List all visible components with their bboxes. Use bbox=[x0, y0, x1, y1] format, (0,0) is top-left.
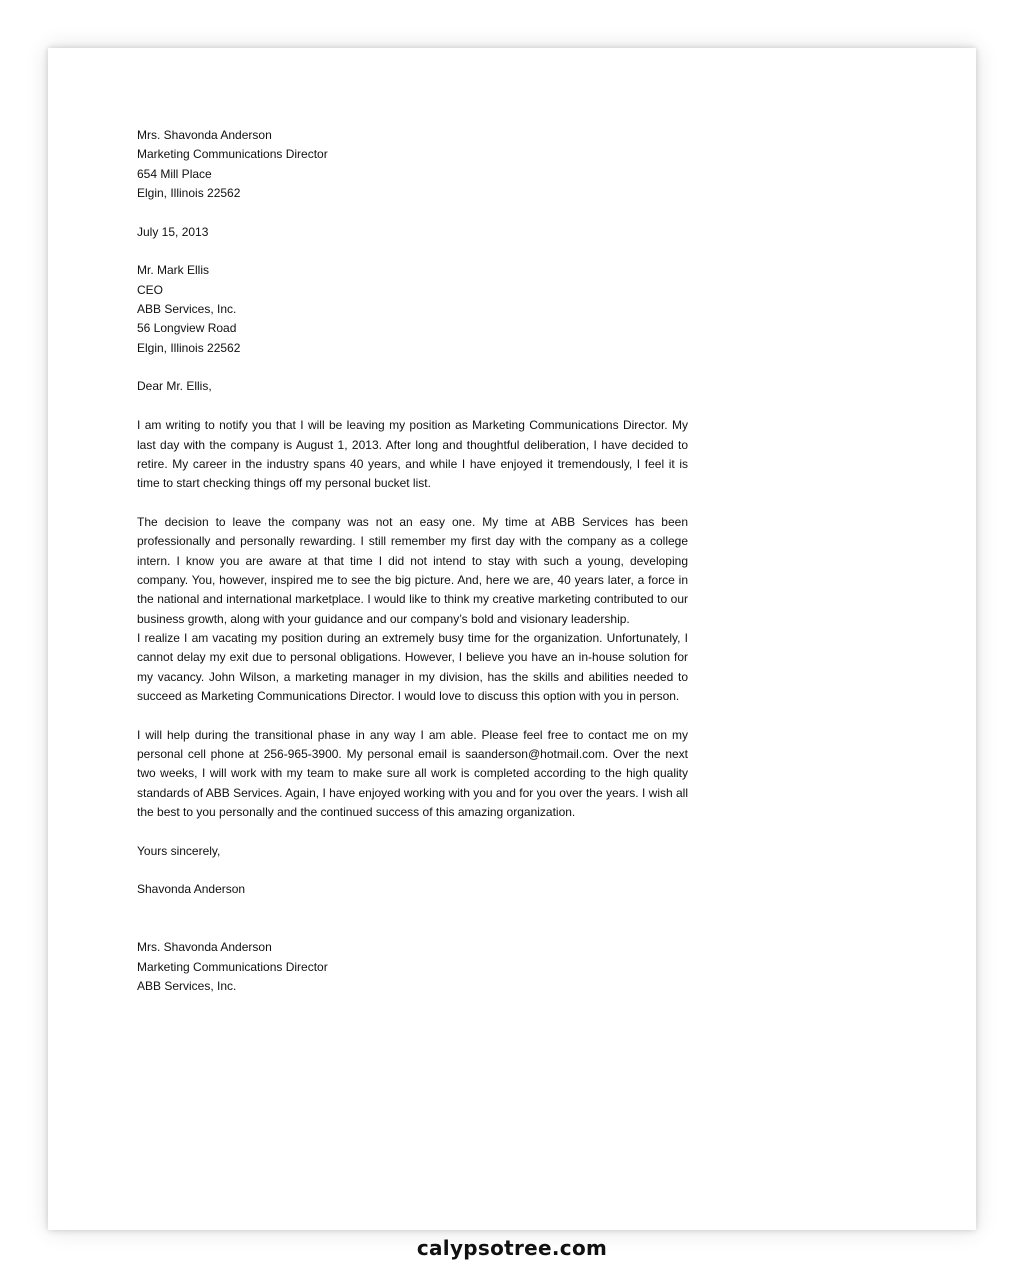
signature-name: Shavonda Anderson bbox=[137, 882, 246, 897]
letter-page bbox=[48, 48, 976, 1230]
signature-details bbox=[137, 938, 688, 996]
sender-street: 654 Mill Place bbox=[137, 166, 212, 181]
sender-title: Marketing Communications Director bbox=[137, 147, 328, 162]
letter-body bbox=[137, 126, 688, 996]
signature-full-name: Mrs. Shavonda Anderson bbox=[137, 940, 272, 955]
site-watermark: calypsotree.com bbox=[416, 1236, 608, 1260]
paragraph-1: I am writing to notify you that I will be leaving my position as Marketing Communications Director. My last day with the company is August 1, 2013. After long and thoughtful deliberation, I have decided to retire. My career in the industry spans 40 years, and while I have enjoyed it tremendously, I feel it is time to start checking things off my personal bucket list. bbox=[137, 418, 688, 491]
paragraph-3: I realize I am vacating my position during an extremely busy time for the organization. Unfortunately, I cannot delay my exit due to personal obligations. However, I believe you have an in-house solution for my vacancy. John Wilson, a marketing manager in my division, has the skills and abilities needed to succeed as Marketing Communications Director. I would love to discuss this option with you in person. bbox=[137, 630, 688, 703]
signature-block bbox=[137, 880, 688, 899]
recipient-company: ABB Services, Inc. bbox=[137, 302, 237, 317]
recipient-title: CEO bbox=[137, 282, 164, 297]
sender-name: Mrs. Shavonda Anderson bbox=[137, 128, 272, 142]
recipient-name: Mr. Mark Ellis bbox=[137, 263, 209, 278]
paragraph-2: The decision to leave the company was not an easy one. My time at ABB Services has been professionally and personally rewarding. I still remember my first day with the company as a college intern. I know you are aware at that time I did not intend to stay with such a young, developing company. You, however, inspired me to see the big picture. And, here we are, 40 years later, a force in the national and international marketplace. I would like to think my creative marketing contributed to our business growth, along with your guidance and our company’s bold and visionary leadership. bbox=[137, 514, 688, 626]
recipient-city: Elgin, Illinois 22562 bbox=[137, 340, 241, 355]
closing: Yours sincerely, bbox=[137, 843, 221, 858]
signature-company: ABB Services, Inc. bbox=[137, 979, 237, 994]
closing-block bbox=[137, 842, 688, 861]
recipient-street: 56 Longview Road bbox=[137, 321, 237, 336]
salutation: Dear Mr. Ellis, bbox=[137, 379, 212, 394]
signature-title: Marketing Communications Director bbox=[137, 959, 328, 974]
paragraph-4: I will help during the transitional phase in any way I am able. Please feel free to contact me on my personal cell phone at 256-965-3900. My personal email is saanderson@hotmail.com. Over the next two weeks, I will work with my team to make sure all work is completed according to the high quality standards of ABB Services. Again, I have enjoyed working with you and for you over the years. I wish all the best to you personally and the continued success of this amazing organization. bbox=[137, 727, 688, 820]
salutation-block bbox=[137, 377, 688, 396]
sender-address bbox=[137, 126, 688, 203]
letter-date-block bbox=[137, 223, 688, 242]
letter-date: July 15, 2013 bbox=[137, 224, 209, 239]
sender-city: Elgin, Illinois 22562 bbox=[137, 186, 241, 201]
recipient-address bbox=[137, 261, 688, 358]
